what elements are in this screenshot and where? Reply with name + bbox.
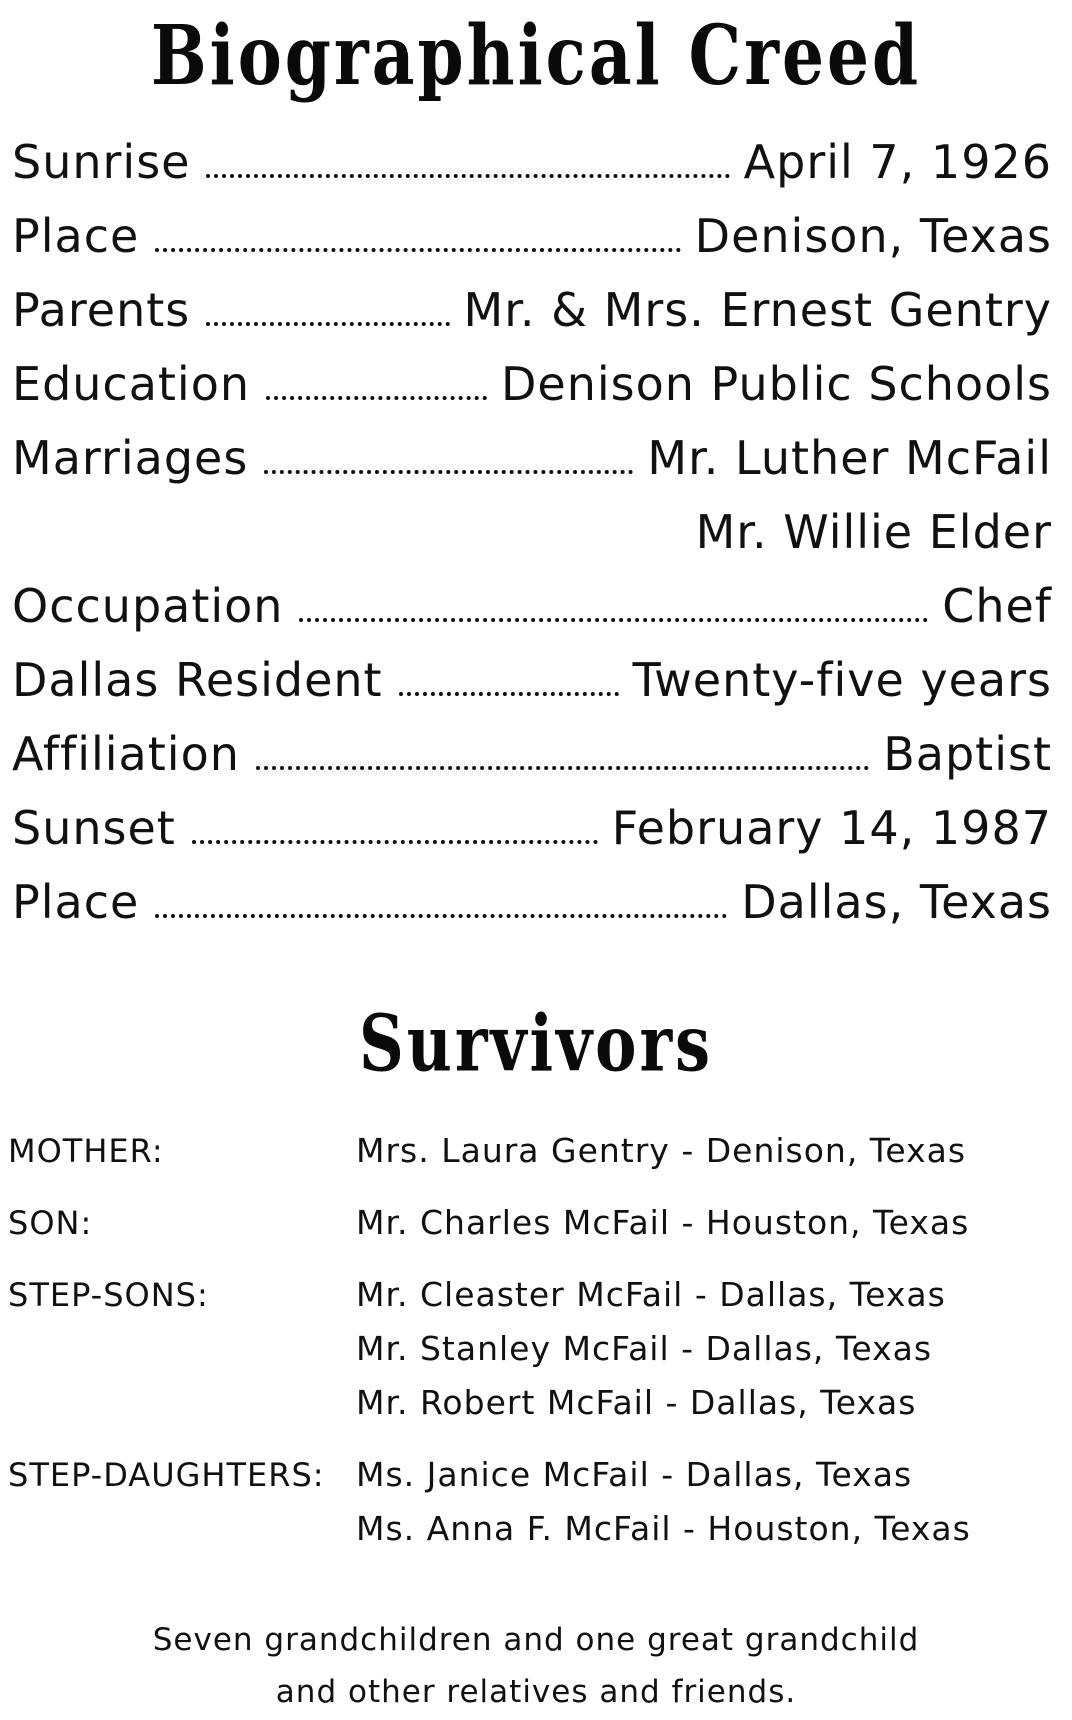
survivor-group-step-sons	[8, 1268, 1058, 1430]
creed-row-occupation	[12, 562, 1052, 636]
survivor-names	[356, 1268, 1058, 1430]
survivor-relation: SON:	[8, 1204, 93, 1242]
footer-line-1: Seven grandchildren and one great grandchild	[152, 1622, 920, 1658]
dot-leader	[299, 617, 928, 622]
survivor-names	[356, 1124, 1058, 1178]
survivor-group-step-daughters	[8, 1448, 1058, 1556]
creed-label: Place	[12, 875, 140, 929]
survivor-names	[356, 1196, 1058, 1250]
survivors-list	[8, 1124, 1058, 1574]
dot-leader	[399, 691, 619, 696]
dot-leader	[155, 247, 680, 252]
creed-value: Twenty-five years	[632, 653, 1052, 707]
survivor-name: Mrs. Laura Gentry - Denison, Texas	[356, 1131, 967, 1170]
creed-row-parents	[12, 266, 1052, 340]
dot-leader	[192, 839, 598, 844]
creed-list	[12, 118, 1052, 932]
dot-leader	[206, 173, 729, 178]
dot-leader	[206, 321, 449, 326]
footer-line-2: and other relatives and friends.	[275, 1674, 797, 1710]
creed-row-sunset	[12, 784, 1052, 858]
creed-label: Place	[12, 209, 140, 263]
creed-label: Marriages	[12, 431, 249, 485]
creed-value: Dallas, Texas	[741, 875, 1052, 929]
creed-value: Mr. & Mrs. Ernest Gentry	[463, 283, 1052, 337]
survivor-group-mother	[8, 1124, 1058, 1178]
creed-label: Sunrise	[12, 135, 191, 189]
creed-label: Parents	[12, 283, 191, 337]
survivor-name: Mr. Robert McFail - Dallas, Texas	[356, 1383, 917, 1422]
survivor-name: Ms. Janice McFail - Dallas, Texas	[356, 1455, 913, 1494]
survivor-name: Mr. Charles McFail - Houston, Texas	[356, 1203, 970, 1242]
creed-value: February 14, 1987	[611, 801, 1052, 855]
creed-value: Mr. Luther McFail	[647, 431, 1052, 485]
creed-value: Mr. Willie Elder	[695, 505, 1052, 559]
survivors-title: Survivors	[358, 997, 714, 1089]
creed-row-marriages-continued	[12, 488, 1052, 562]
creed-row-marriages	[12, 414, 1052, 488]
footer-note	[0, 1614, 1072, 1718]
dot-leader	[264, 469, 633, 474]
creed-value: Baptist	[883, 727, 1052, 781]
creed-label: Occupation	[12, 579, 284, 633]
survivor-relation: MOTHER:	[8, 1132, 164, 1170]
creed-row-education	[12, 340, 1052, 414]
creed-row-dallas-resident	[12, 636, 1052, 710]
creed-title: Biographical Creed	[150, 6, 922, 104]
creed-label: Dallas Resident	[12, 653, 383, 707]
creed-label: Sunset	[12, 801, 176, 855]
survivor-name: Mr. Stanley McFail - Dallas, Texas	[356, 1329, 933, 1368]
creed-value: Denison, Texas	[694, 209, 1052, 263]
creed-value: Denison Public Schools	[501, 357, 1052, 411]
creed-row-death-place	[12, 858, 1052, 932]
creed-label: Education	[12, 357, 251, 411]
creed-row-affiliation	[12, 710, 1052, 784]
dot-leader	[155, 913, 727, 918]
creed-value: Chef	[942, 579, 1052, 633]
survivor-name: Ms. Anna F. McFail - Houston, Texas	[356, 1509, 971, 1548]
survivor-name: Mr. Cleaster McFail - Dallas, Texas	[356, 1275, 946, 1314]
survivor-names	[356, 1448, 1058, 1556]
survivor-group-son	[8, 1196, 1058, 1250]
survivor-relation: STEP-SONS:	[8, 1276, 209, 1314]
creed-row-sunrise	[12, 118, 1052, 192]
creed-row-birth-place	[12, 192, 1052, 266]
survivor-relation: STEP-DAUGHTERS:	[8, 1456, 325, 1494]
dot-leader	[266, 395, 487, 400]
creed-label: Affiliation	[12, 727, 240, 781]
creed-value: April 7, 1926	[743, 135, 1052, 189]
dot-leader	[256, 765, 869, 770]
